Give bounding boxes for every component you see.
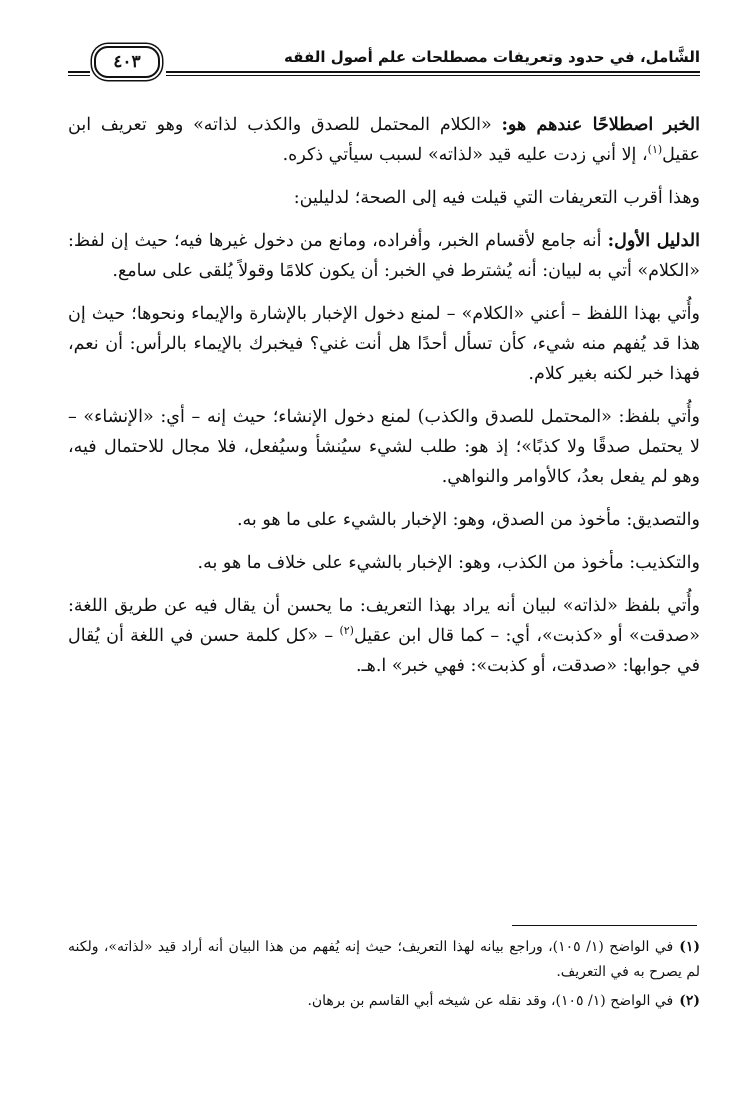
running-header [68, 46, 700, 80]
main-text [68, 110, 700, 694]
paragraph-text: ، إلا أني زدت عليه قيد «لذاته» لسبب سيأتي ذكره. [282, 145, 648, 165]
paragraph: والتصديق: مأخوذ من الصدق، وهو: الإخبار بالشيء على ما هو به. [236, 510, 700, 530]
paragraph-text: وأُتي بلفظ «لذاته» لبيان أنه يراد بهذا التعريف: ما يحسن أن يقال فيه عن طريق اللغة: «صدقت» أو «كذبت»، أي: – كما قال ابن عقيل [68, 596, 700, 646]
footnote-number: (٢) [679, 993, 700, 1009]
paragraph-lead: الخبر اصطلاحًا عندهم هو: [501, 115, 700, 135]
footnote-text: في الواضح (١/ ١٠٥)، وراجع بيانه لهذا التعريف؛ حيث إنه يُفهم من هذا البيان أنه أراد قيد «لذاته»، ولكنه لم يصرح به في التعريف. [68, 939, 700, 980]
paragraph: وأُتي بلفظ: «المحتمل للصدق والكذب) لمنع دخول الإنشاء؛ حيث إنه – أي: «الإنشاء» – لا يحتمل صدقًا ولا كذبًا»؛ إذ هو: طلب لشيء سيُنشأ وسيُفعل، فلا مجال للاحتمال فيه، وهو لم يفعل بعدُ، كالأوامر والنواهي. [68, 407, 700, 487]
header-rule-thin [166, 75, 700, 76]
footnote-ref: (٢) [339, 624, 354, 638]
paragraph-definition [68, 110, 700, 170]
header-rule-left [68, 71, 90, 73]
page-number: ٤٠٣ [94, 46, 160, 78]
header-rule [166, 71, 700, 73]
footnote-separator [512, 925, 697, 926]
paragraph-lidhatihi [68, 591, 700, 681]
header-rule-left-thin [68, 75, 90, 76]
paragraph-text: أنه جامع لأقسام الخبر، وأفراده، ومانع من دخول غيرها فيه؛ حيث إن لفظ: «الكلام» أتي به لبيان: أنه يُشترط في الخبر: أن يكون كلامًا وقولاً يُلقى على سامع. [68, 231, 700, 281]
footnote [68, 989, 700, 1014]
paragraph-text: «الكلام المحتمل للصدق والكذب لذاته» وهو تعريف ابن عقيل [68, 115, 700, 165]
footnote [68, 935, 700, 985]
footnote-ref: (١) [647, 143, 663, 157]
footnotes [68, 935, 700, 1018]
footnote-number: (١) [679, 939, 700, 955]
book-title: الشَّامل، في حدود وتعريفات مصطلحات علم أصول الفقه [284, 48, 700, 66]
paragraph-lead: الدليل الأول: [607, 231, 701, 251]
paragraph: والتكذيب: مأخوذ من الكذب، وهو: الإخبار بالشيء على خلاف ما هو به. [197, 553, 700, 573]
paragraph-text: – «كل كلمة حسن في اللغة أن يُقال في جوابها: «صدقت، أو كذبت»: فهي خبر» ا.هـ. [68, 626, 700, 676]
paragraph-first-proof [68, 226, 700, 286]
paragraph: وأُتي بهذا اللفظ – أعني «الكلام» – لمنع دخول الإخبار بالإشارة والإيماء ونحوها؛ حيث إن هذا قد يُفهم منه شيء، كأن تسأل أحدًا هل أنت غني؟ فيخبرك بالإيماء بالرأس: أن نعم، فهذا خبر لكنه بغير كلام. [68, 304, 700, 384]
paragraph: وهذا أقرب التعريفات التي قيلت فيه إلى الصحة؛ لدليلين: [293, 188, 700, 208]
footnote-text: في الواضح (١/ ١٠٥)، وقد نقله عن شيخه أبي القاسم بن برهان. [307, 993, 674, 1009]
